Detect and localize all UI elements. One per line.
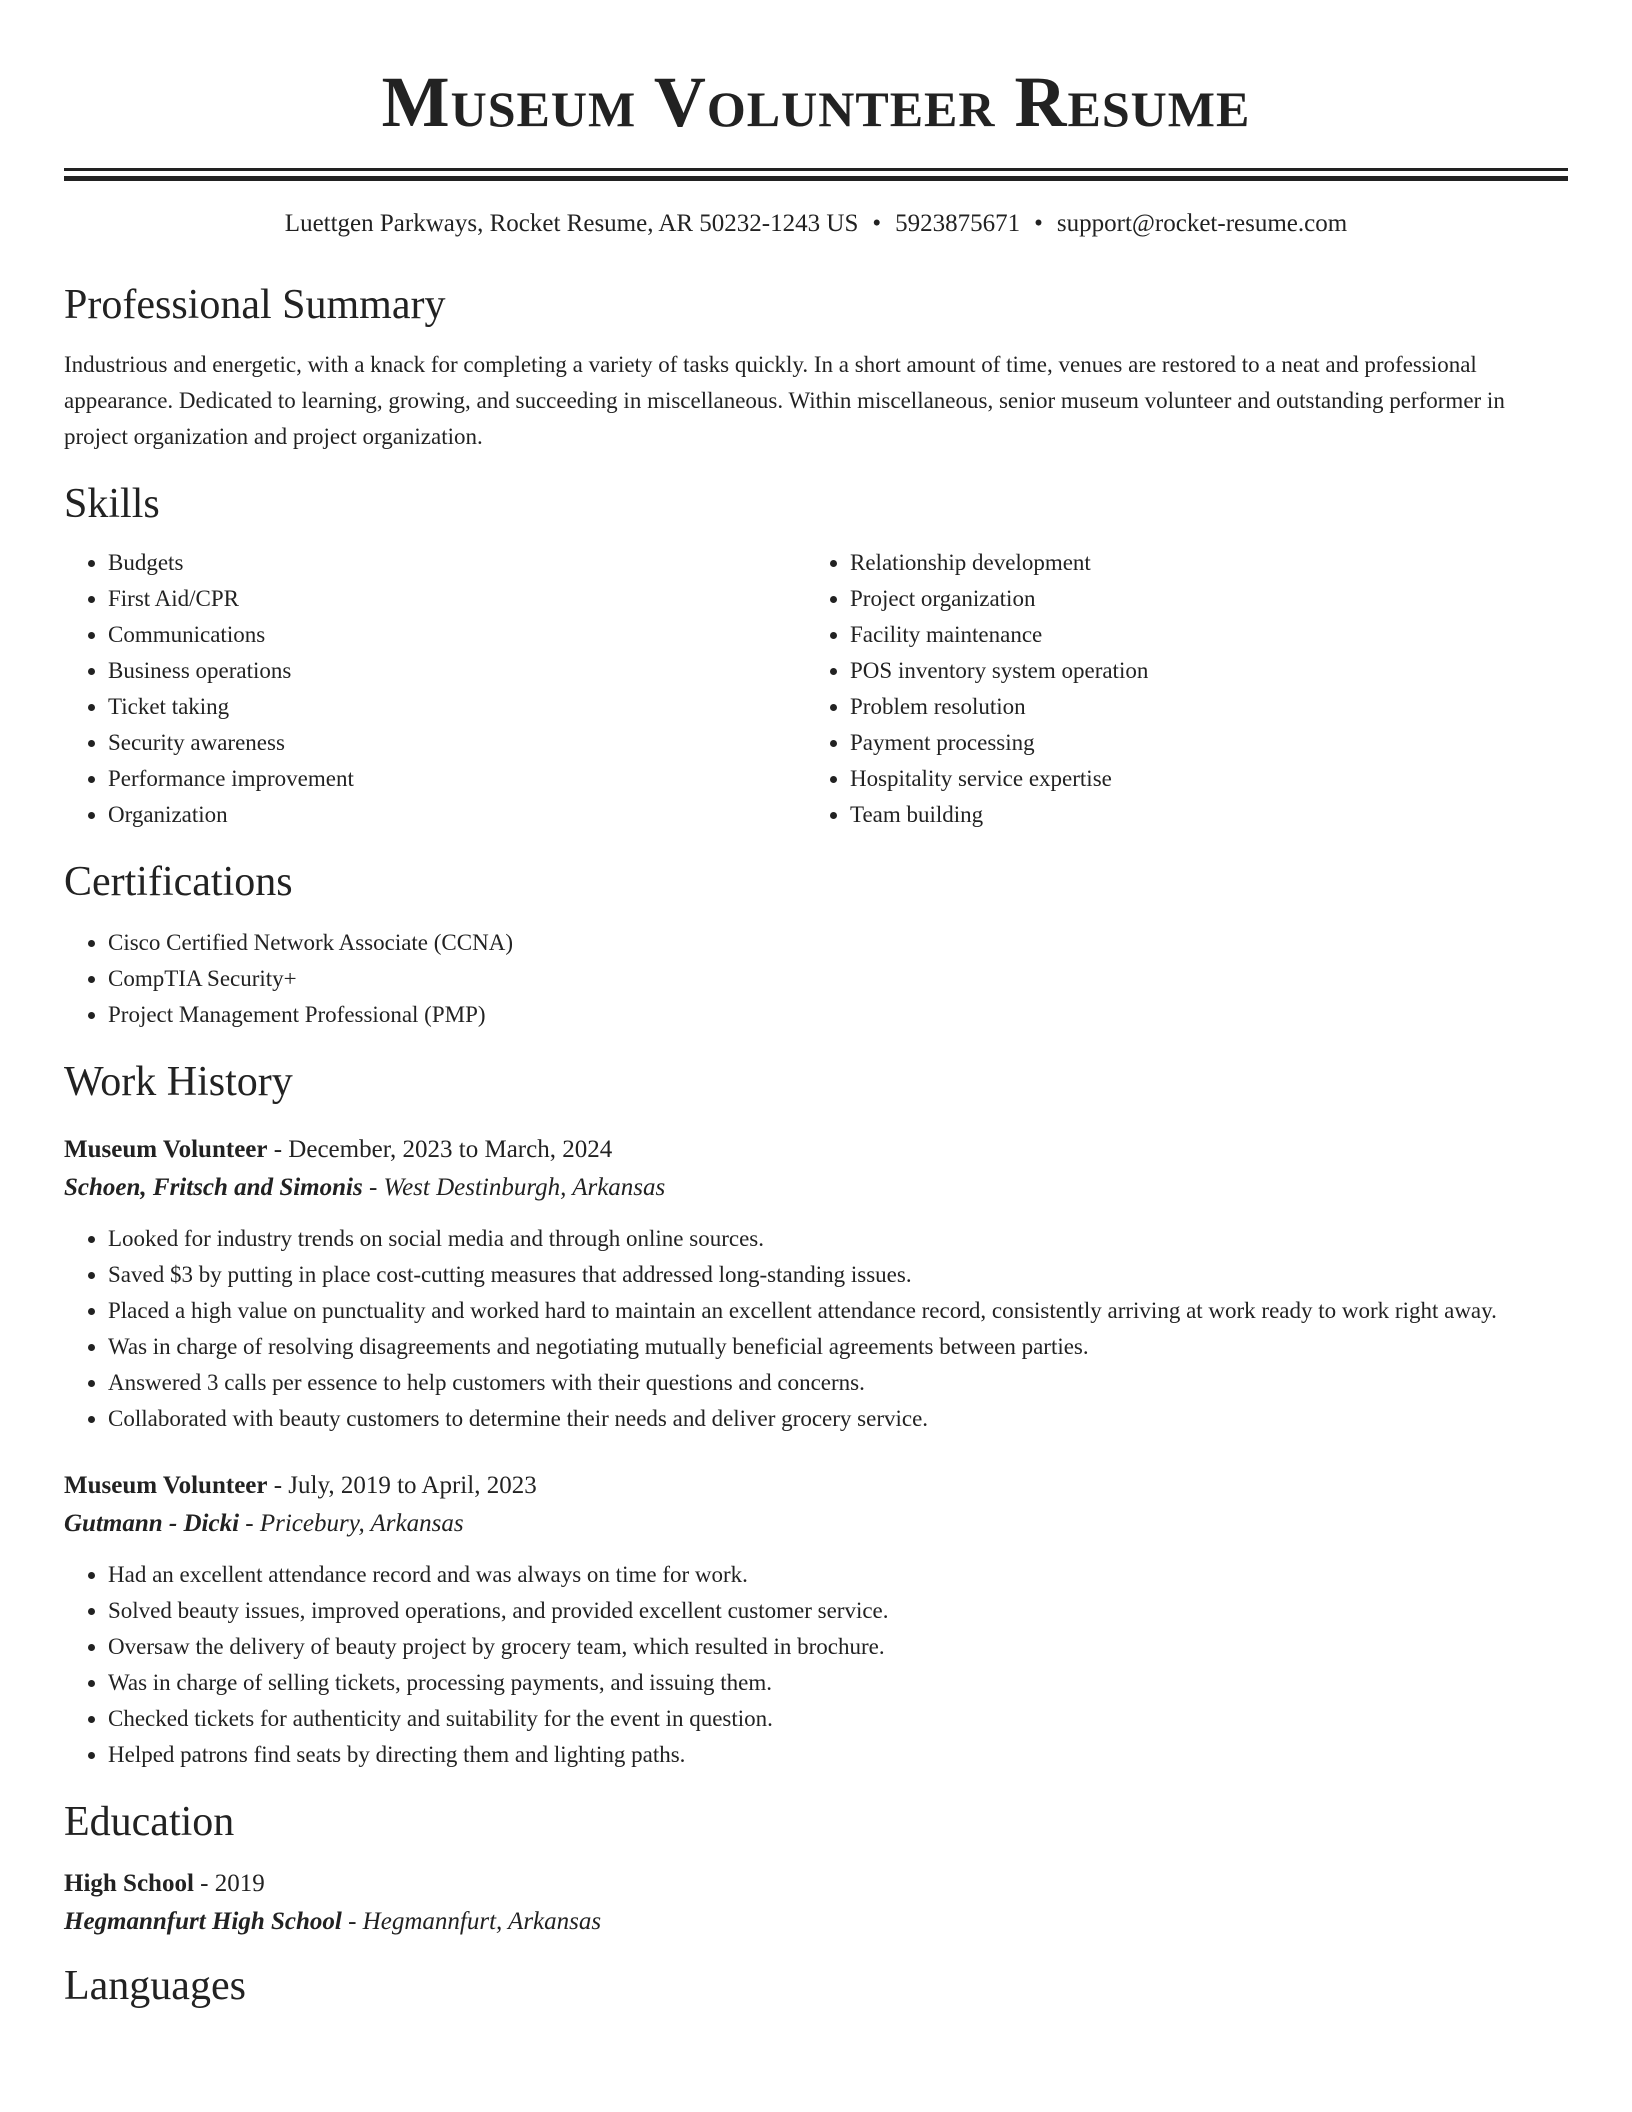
skill-item: • Communications (108, 617, 806, 653)
job-spacer (64, 1437, 1568, 1467)
job-duty: • Had an excellent attendance record and was always on time for work. (108, 1557, 1568, 1593)
job-duty: • Looked for industry trends on social media and through online sources. (108, 1221, 1568, 1257)
languages-heading: Languages (64, 1963, 246, 2009)
contact-address: Luettgen Parkways, Rocket Resume, AR 50232-1243 US (284, 210, 859, 237)
skill-item: • Payment processing (850, 725, 1548, 761)
employer-name: Gutmann - Dicki (64, 1510, 240, 1537)
certifications-list (64, 925, 1568, 1033)
skill-item: • Problem resolution (850, 689, 1548, 725)
education-degree: High School (64, 1870, 194, 1897)
skill-item: • POS inventory system operation (850, 653, 1548, 689)
job-title-line (64, 1131, 1568, 1169)
skill-item: • Business operations (108, 653, 806, 689)
skills-list-left (64, 545, 806, 833)
job-duty: • Answered 3 calls per essence to help customers with their questions and concerns. (108, 1365, 1568, 1401)
skill-item: • Organization (108, 797, 806, 833)
skill-item: • Relationship development (850, 545, 1548, 581)
certification-item: • CompTIA Security+ (108, 961, 1568, 997)
employer-location: - West Destinburgh, Arkansas (362, 1174, 666, 1201)
contact-separator: • (872, 210, 882, 237)
skills-heading: Skills (64, 481, 160, 527)
job-duty: • Solved beauty issues, improved operations, and provided excellent customer service. (108, 1593, 1568, 1629)
job-duty: • Placed a high value on punctuality and worked hard to maintain an excellent attendance record, consistently arriving at work ready to work right away. (108, 1293, 1568, 1329)
education-school: Hegmannfurt High School (64, 1908, 342, 1935)
skills-columns (64, 545, 1568, 833)
employer-name: Schoen, Fritsch and Simonis (64, 1174, 363, 1201)
title-divider (64, 168, 1568, 171)
job-duty: • Saved $3 by putting in place cost-cutting measures that addressed long-standing issues. (108, 1257, 1568, 1293)
skill-item: • First Aid/CPR (108, 581, 806, 617)
education-school-line (64, 1903, 1568, 1941)
skill-item: • Ticket taking (108, 689, 806, 725)
education-degree-line (64, 1865, 1568, 1903)
resume-title: Museum Volunteer Resume (381, 62, 1251, 142)
skill-item: • Project organization (850, 581, 1548, 617)
summary-heading: Professional Summary (64, 282, 446, 328)
job-title: Museum Volunteer (64, 1472, 268, 1499)
job-duties-list (64, 1221, 1568, 1437)
employer-line (64, 1169, 1568, 1207)
education-year: - 2019 (193, 1870, 265, 1897)
job-duty: • Was in charge of resolving disagreements and negotiating mutually beneficial agreements between parties. (108, 1329, 1568, 1365)
education-heading: Education (64, 1799, 235, 1845)
job-dates: - December, 2023 to March, 2024 (267, 1136, 613, 1163)
certifications-heading: Certifications (64, 859, 293, 905)
job-duty: • Checked tickets for authenticity and suitability for the event in question. (108, 1701, 1568, 1737)
skill-item: • Team building (850, 797, 1548, 833)
certification-item: • Project Management Professional (PMP) (108, 997, 1568, 1033)
education-location: - Hegmannfurt, Arkansas (341, 1908, 602, 1935)
employer-line (64, 1505, 1568, 1543)
skill-item: • Security awareness (108, 725, 806, 761)
summary-text: Industrious and energetic, with a knack for completing a variety of tasks quickly. In a short amount of time, venues are restored to a neat and professional appearance. Dedicated to learning, growing, and succeeding in miscellaneous. Within miscellaneous, senior museum volunteer and outstanding performer in project organization and project organization. (64, 352, 1505, 449)
contact-email: support@rocket-resume.com (1056, 210, 1348, 237)
job-duty: • Helped patrons find seats by directing them and lighting paths. (108, 1737, 1568, 1773)
skill-item: • Performance improvement (108, 761, 806, 797)
contact-line (64, 208, 1568, 240)
skills-column-right (806, 545, 1548, 833)
job-title-line (64, 1467, 1568, 1505)
job-duty: • Collaborated with beauty customers to determine their needs and deliver grocery service. (108, 1401, 1568, 1437)
certification-item: • Cisco Certified Network Associate (CCNA) (108, 925, 1568, 961)
skill-item: • Budgets (108, 545, 806, 581)
job-duty: • Oversaw the delivery of beauty project by grocery team, which resulted in brochure. (108, 1629, 1568, 1665)
job-entry (64, 1131, 1568, 1437)
employer-location: - Pricebury, Arkansas (239, 1510, 464, 1537)
contact-phone: 5923875671 (895, 210, 1021, 237)
skill-item: • Facility maintenance (850, 617, 1548, 653)
job-entry (64, 1467, 1568, 1773)
skill-item: • Hospitality service expertise (850, 761, 1548, 797)
skills-list-right (806, 545, 1548, 833)
work-history-heading: Work History (64, 1059, 293, 1105)
skills-column-left (64, 545, 806, 833)
job-title: Museum Volunteer (64, 1136, 268, 1163)
job-duty: • Was in charge of selling tickets, processing payments, and issuing them. (108, 1665, 1568, 1701)
job-duties-list (64, 1557, 1568, 1773)
contact-separator: • (1034, 210, 1043, 237)
job-dates: - July, 2019 to April, 2023 (267, 1472, 537, 1499)
